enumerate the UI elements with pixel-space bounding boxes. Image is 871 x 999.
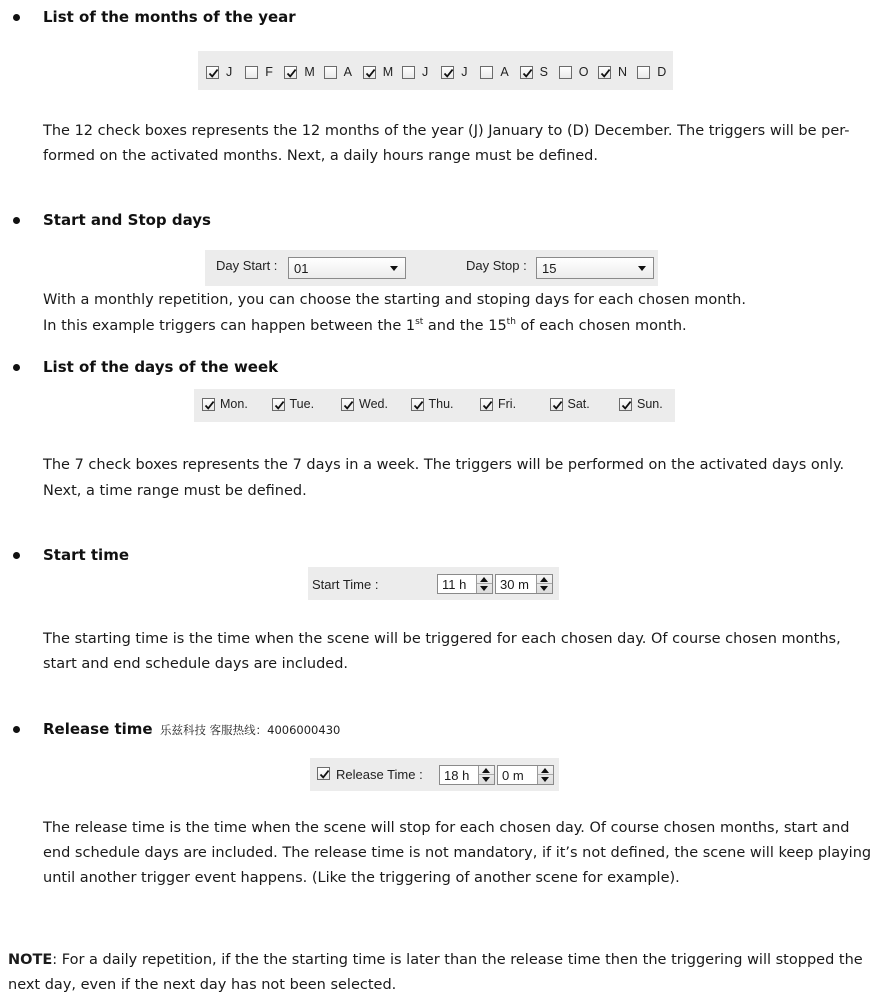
note-label: NOTE	[8, 952, 53, 968]
release-hours-value: 18 h	[444, 768, 470, 783]
checkbox-items-6[interactable]	[441, 66, 454, 79]
release-time-label: Release Time :	[336, 767, 423, 782]
checkbox-label: S	[539, 65, 548, 79]
checkbox-label: A	[343, 65, 352, 79]
checkbox-label: Tue.	[289, 397, 315, 411]
checkbox-items-4[interactable]	[480, 398, 493, 411]
spinner-buttons[interactable]	[476, 575, 492, 593]
day-stop-label: Day Stop :	[466, 258, 527, 273]
checkbox-items-0[interactable]	[202, 398, 215, 411]
checkbox-label: M	[304, 65, 315, 79]
release-time-description-line-1: The release time is the time when the scene will stop for each chosen day. Of course chosen months, start and	[43, 820, 850, 836]
release-time-description-line-3: until another trigger event happens. (Like the triggering of another scene for example).	[43, 870, 680, 886]
note-text: : For a daily repetition, if the the starting time is later than the release time then the triggering will stopped the	[52, 952, 863, 968]
days-text-a: In this example triggers can happen between the 1	[43, 317, 416, 334]
superscript-st: st	[415, 317, 424, 327]
release-time-description-line-2: end schedule days are included. The release time is not mandatory, if it’s not defined, the scene will keep playing	[43, 845, 871, 861]
checkbox-label: M	[382, 65, 394, 79]
bullet	[13, 552, 20, 559]
arrow-up-icon	[541, 768, 549, 773]
release-minutes-value: 0 m	[502, 768, 524, 783]
checkbox-items-1[interactable]	[245, 66, 258, 79]
arrow-down-icon	[480, 586, 488, 591]
days-description-line-1: With a monthly repetition, you can choose the starting and stoping days for each chosen month.	[43, 292, 746, 308]
checkbox-items-5[interactable]	[402, 66, 415, 79]
months-description-line-1: The 12 check boxes represents the 12 months of the year (J) January to (D) December. The triggers will be per-	[43, 123, 850, 139]
checkbox-items-3[interactable]	[411, 398, 424, 411]
checkbox-items-8[interactable]	[520, 66, 533, 79]
arrow-up-icon	[482, 768, 490, 773]
spinner-buttons[interactable]	[478, 766, 494, 784]
start-time-description-line-1: The starting time is the time when the scene will be triggered for each chosen day. Of course chosen months,	[43, 631, 841, 647]
checkbox-items-4[interactable]	[363, 66, 376, 79]
section-heading-start-time: Start time	[43, 546, 130, 564]
spinner-buttons[interactable]	[536, 575, 552, 593]
start-time-description-line-2: start and end schedule days are included.	[43, 656, 349, 672]
arrow-down-icon	[541, 777, 549, 782]
days-description-line-2	[43, 310, 687, 339]
bullet	[13, 14, 20, 21]
day-stop-select[interactable]	[536, 257, 654, 279]
note-line-1	[8, 948, 863, 973]
days-text-b: and the 15	[423, 317, 507, 334]
checkbox-label: F	[265, 65, 273, 79]
checkbox-label: Thu.	[428, 397, 454, 411]
start-time-label: Start Time :	[312, 577, 379, 592]
bullet	[13, 726, 20, 733]
checkbox-items-5[interactable]	[550, 398, 563, 411]
superscript-th: th	[506, 317, 516, 327]
note-line-2: next day, even if the next day has not been selected.	[8, 977, 397, 993]
checkbox-label: N	[618, 65, 628, 79]
day-start-select[interactable]	[288, 257, 406, 279]
checkbox-items-6[interactable]	[619, 398, 632, 411]
section-heading-days: Start and Stop days	[43, 211, 211, 229]
checkbox-label: A	[500, 65, 509, 79]
checkbox-label: J	[226, 65, 233, 79]
start-hours-spinner[interactable]	[437, 574, 493, 594]
checkbox-items-2[interactable]	[341, 398, 354, 411]
days-text-c: of each chosen month.	[515, 317, 687, 334]
arrow-down-icon	[540, 586, 548, 591]
weekdays-description-line-2: Next, a time range must be defined.	[43, 483, 307, 499]
checkbox-label: Mon.	[220, 397, 248, 411]
months-description-line-2: formed on the activated months. Next, a daily hours range must be defined.	[43, 148, 598, 164]
release-hours-spinner[interactable]	[439, 765, 495, 785]
section-heading-weekdays: List of the days of the week	[43, 358, 279, 376]
bullet	[13, 217, 20, 224]
release-time-checkbox[interactable]	[317, 767, 330, 780]
checkbox-label: O	[578, 65, 589, 79]
chevron-down-icon	[638, 266, 646, 271]
day-stop-value: 15	[542, 261, 557, 276]
bullet	[13, 364, 20, 371]
checkbox-items-2[interactable]	[284, 66, 297, 79]
watermark-text: 乐兹科技 客服热线：4006000430	[160, 723, 341, 737]
arrow-up-icon	[480, 577, 488, 582]
start-hours-value: 11 h	[442, 577, 467, 592]
arrow-down-icon	[482, 777, 490, 782]
weekdays-description-line-1: The 7 check boxes represents the 7 days in a week. The triggers will be performed on the activated days only.	[43, 457, 845, 473]
spinner-buttons[interactable]	[537, 766, 553, 784]
checkbox-items-7[interactable]	[480, 66, 493, 79]
checkbox-label: Sat.	[567, 397, 590, 411]
chevron-down-icon	[390, 266, 398, 271]
checkbox-items-9[interactable]	[559, 66, 572, 79]
section-heading-release-time: Release time	[43, 720, 153, 738]
checkbox-label: Fri.	[498, 397, 517, 411]
day-start-label: Day Start :	[216, 258, 278, 273]
checkbox-items-11[interactable]	[637, 66, 650, 79]
checkbox-label: Sun.	[637, 397, 663, 411]
checkbox-items-0[interactable]	[206, 66, 219, 79]
checkbox-label: J	[461, 65, 468, 79]
arrow-up-icon	[540, 577, 548, 582]
checkbox-label: J	[422, 65, 429, 79]
release-minutes-spinner[interactable]	[497, 765, 554, 785]
checkbox-items-3[interactable]	[324, 66, 337, 79]
section-heading-months: List of the months of the year	[43, 8, 296, 26]
checkbox-items-1[interactable]	[272, 398, 285, 411]
checkbox-label: Wed.	[359, 397, 388, 411]
day-start-value: 01	[294, 261, 309, 276]
checkbox-label: D	[657, 65, 667, 79]
start-minutes-value: 30 m	[500, 577, 529, 592]
start-minutes-spinner[interactable]	[495, 574, 553, 594]
checkbox-items-10[interactable]	[598, 66, 611, 79]
